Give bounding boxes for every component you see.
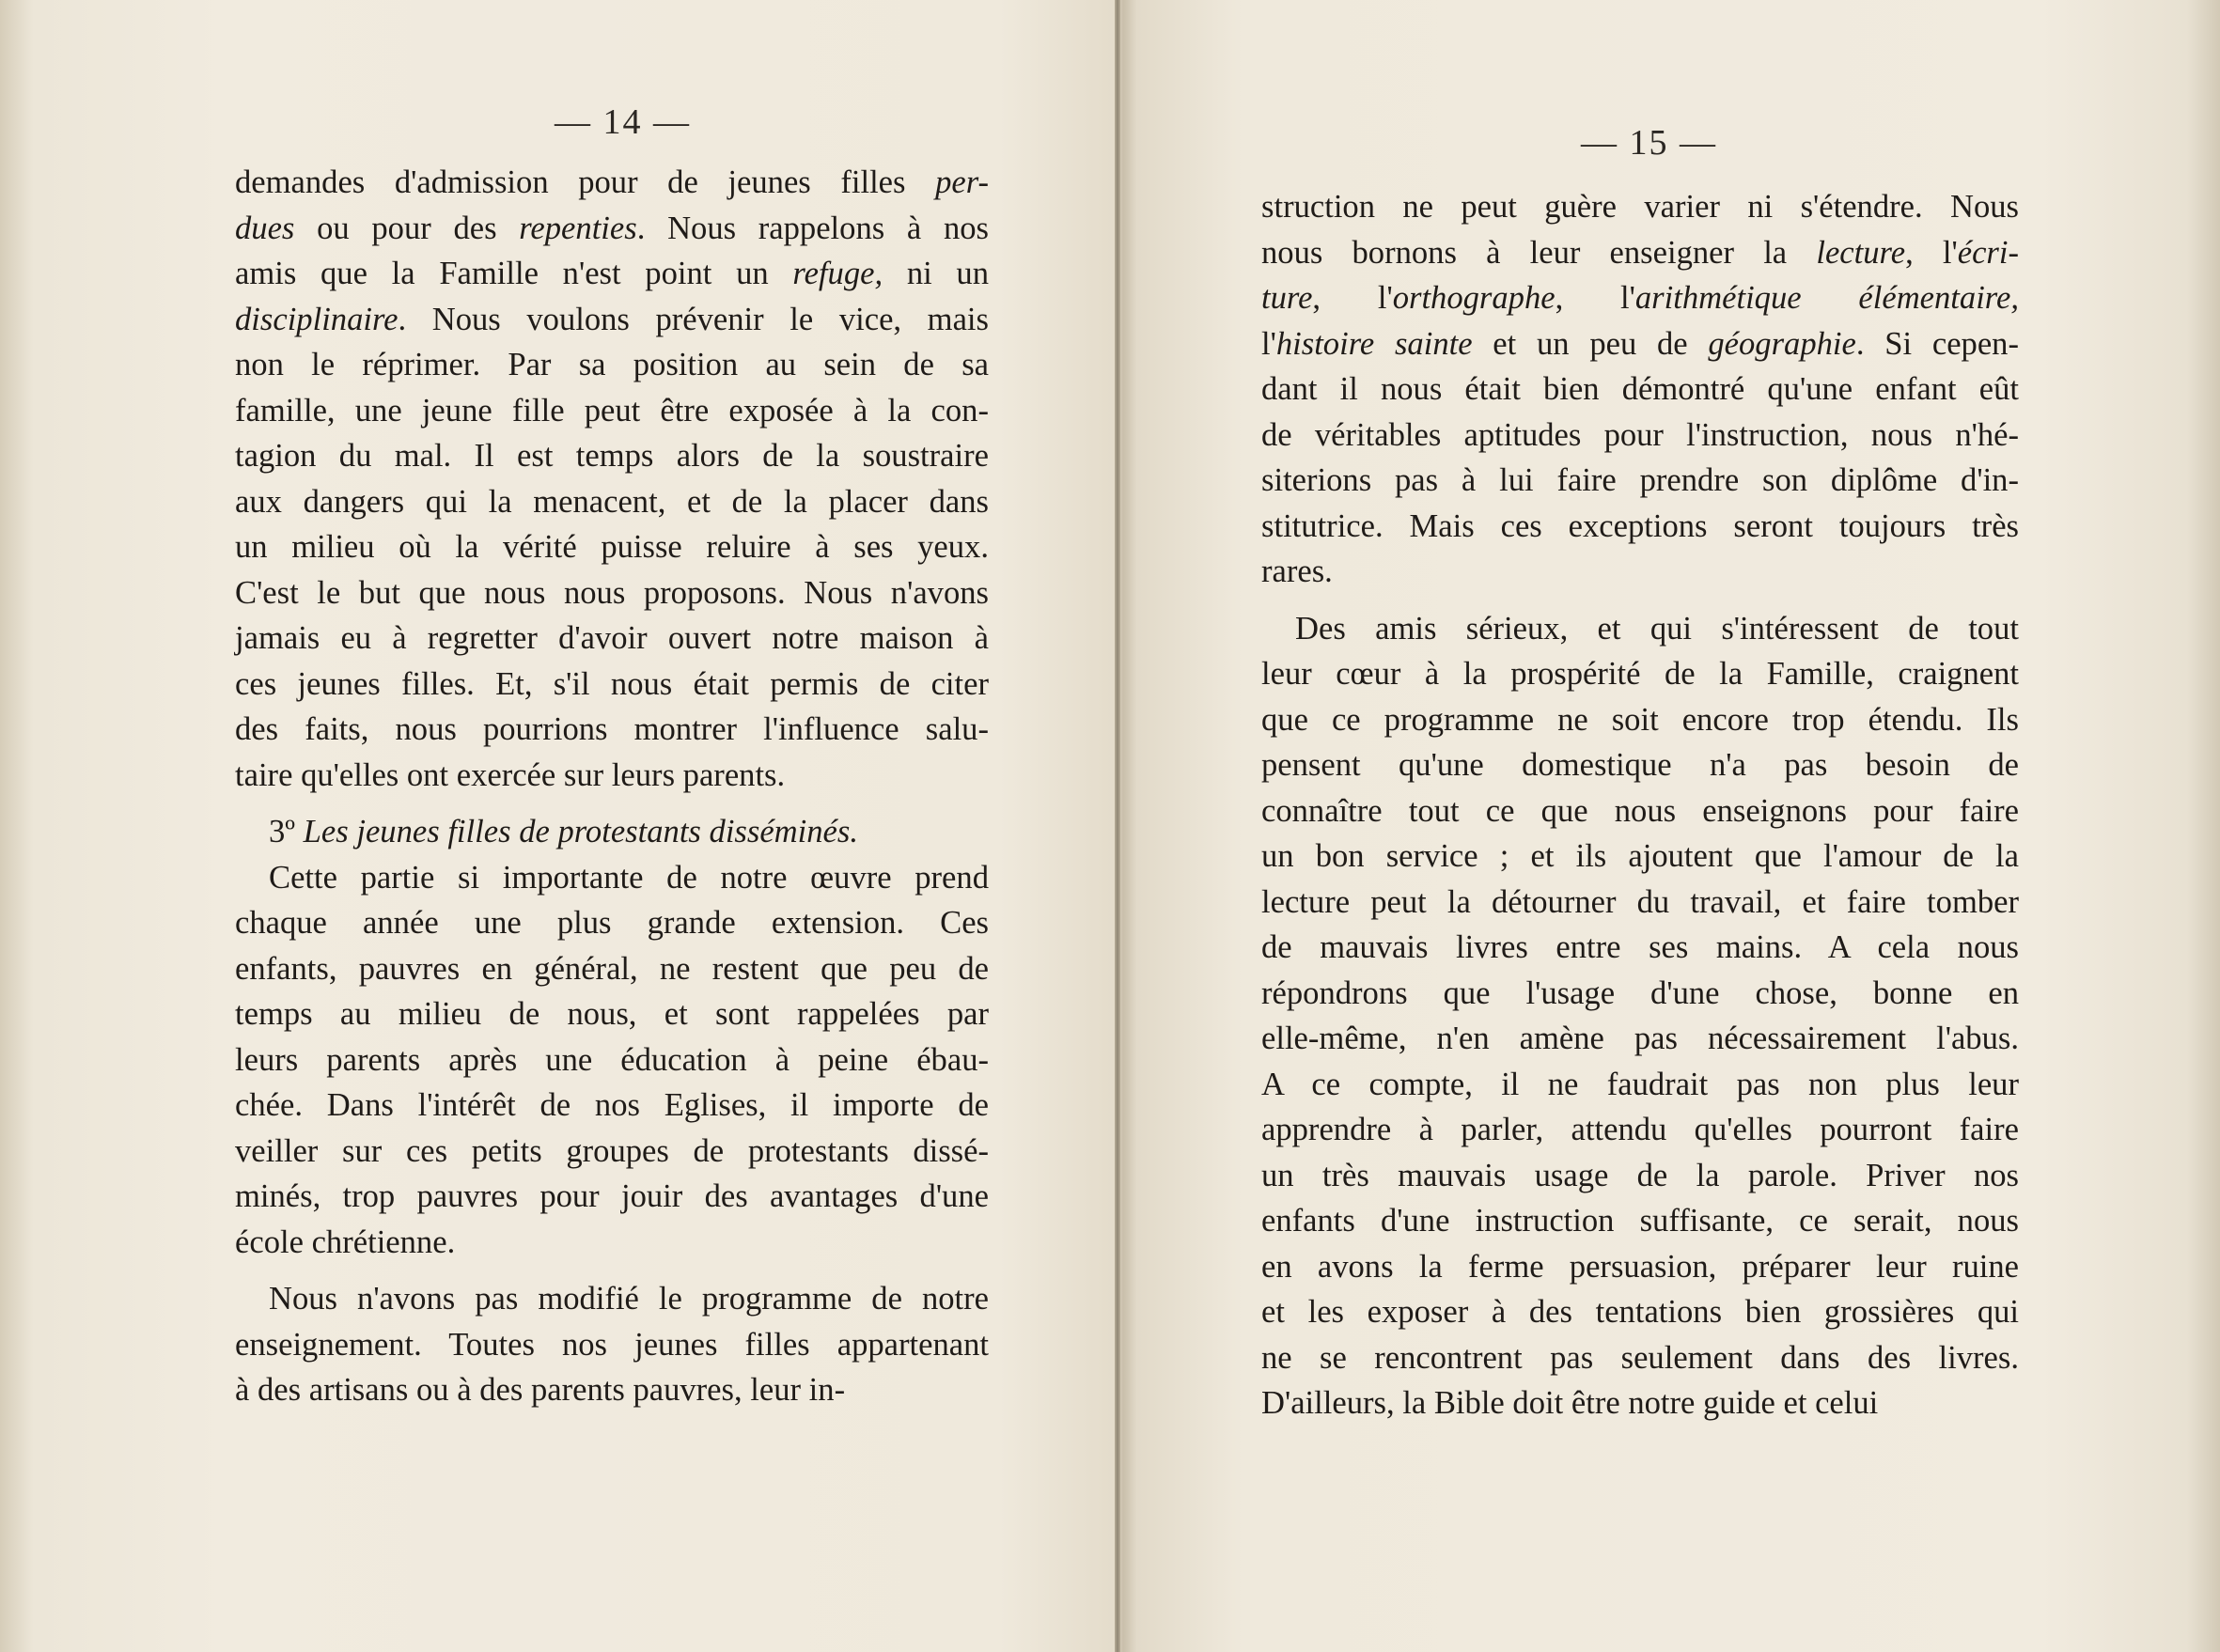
text-line: l'histoire sainte et un peu de géographie. Si cepen- — [1261, 325, 2019, 362]
text-line: taire qu'elles ont exercée sur leurs parents. — [235, 756, 786, 793]
text-line: des faits, nous pourrions montrer l'influence salu- — [235, 711, 989, 747]
text-line: siterions pas à lui faire prendre son diplôme d'in- — [1261, 462, 2019, 498]
text-line: demandes d'admission pour de jeunes filles per- — [235, 164, 989, 200]
text-line: répondrons que l'usage d'une chose, bonne en — [1261, 974, 2019, 1011]
text-line: veiller sur ces petits groupes de protestants dissé- — [235, 1132, 989, 1169]
text-line: Des amis sérieux, et qui s'intéressent de tout — [1295, 610, 2019, 647]
text-line: 3º Les jeunes filles de protestants disséminés. — [269, 814, 858, 849]
text-line: de véritables aptitudes pour l'instruction, nous n'hé- — [1261, 416, 2019, 453]
text-line: chée. Dans l'intérêt de nos Eglises, il importe de — [235, 1087, 989, 1123]
text-line: struction ne peut guère varier ni s'étendre. Nous — [1261, 189, 2019, 225]
text-line: un milieu où la vérité puisse reluire à ses yeux. — [235, 529, 989, 565]
text-line: D'ailleurs, la Bible doit être notre guide et celui — [1261, 1385, 1879, 1421]
text-line: non le réprimer. Par sa position au sein de sa — [235, 347, 989, 382]
text-line: famille, une jeune fille peut être exposée à la con- — [235, 392, 989, 429]
text-line: en avons la ferme persuasion, préparer leur ruine — [1261, 1248, 2019, 1285]
text-line: et les exposer à des tentations bien grossières qui — [1261, 1294, 2019, 1330]
text-line: aux dangers qui la menacent, et de la placer dans — [235, 483, 989, 520]
text-line: jamais eu à regretter d'avoir ouvert notre maison à — [235, 620, 989, 656]
text-line: nous bornons à leur enseigner la lecture, l'écri- — [1261, 234, 2019, 271]
text-line: ne se rencontrent pas seulement dans des livres. — [1261, 1339, 2019, 1376]
text-line: leurs parents après une éducation à peine ébau- — [235, 1041, 989, 1078]
text-line: un bon service ; et ils ajoutent que l'amour de la — [1261, 838, 2019, 874]
text-line: leur cœur à la prospérité de la Famille, craignent — [1261, 656, 2019, 692]
page-number: — 15 — — [1581, 123, 1717, 163]
text-line: connaître tout ce que nous enseignons pour faire — [1261, 792, 2019, 829]
text-line: C'est le but que nous nous proposons. Nous n'avons — [235, 574, 989, 611]
text-line: rares. — [1261, 553, 1333, 589]
text-line: enseignement. Toutes nos jeunes filles appartenant — [235, 1326, 989, 1363]
text-line: amis que la Famille n'est point un refuge, ni un — [235, 256, 990, 291]
text-line: apprendre à parler, attendu qu'elles pourront faire — [1261, 1112, 2019, 1147]
text-line: pensent qu'une domestique n'a pas besoin de — [1261, 747, 2019, 783]
text-line: stitutrice. Mais ces exceptions seront toujours très — [1261, 507, 2019, 544]
text-line: lecture peut la détourner du travail, et faire tomber — [1261, 883, 2019, 920]
text-line: Nous n'avons pas modifié le programme de notre — [269, 1281, 989, 1317]
text-line: enfants d'une instruction suffisante, ce serait, nous — [1261, 1203, 2019, 1239]
text-line: enfants, pauvres en général, ne restent que peu de — [235, 950, 989, 987]
text-line: minés, trop pauvres pour jouir des avantages d'une — [235, 1178, 989, 1214]
right-page — [1120, 0, 2220, 1652]
text-line: elle-même, n'en amène pas nécessairement l'abus. — [1261, 1021, 2019, 1056]
text-line: ture, l'orthographe, l'arithmétique élémentaire, — [1261, 280, 2019, 316]
text-line: temps au milieu de nous, et sont rappelées par — [235, 996, 989, 1032]
paragraph-gap — [1261, 595, 2019, 606]
text-line: un très mauvais usage de la parole. Priver nos — [1261, 1157, 2019, 1193]
text-line: dant il nous était bien démontré qu'une enfant eût — [1261, 371, 2019, 407]
text-line: ces jeunes filles. Et, s'il nous était permis de citer — [235, 665, 989, 702]
text-line: que ce programme ne soit encore trop étendu. Ils — [1261, 701, 2019, 738]
text-line: de mauvais livres entre ses mains. A cela nous — [1261, 929, 2019, 965]
text-line: A ce compte, il ne faudrait pas non plus leur — [1261, 1066, 2019, 1102]
page-body-text — [1261, 184, 2019, 1426]
text-line: chaque année une plus grande extension. Ces — [235, 905, 989, 941]
text-line: école chrétienne. — [235, 1223, 456, 1260]
text-line: à des artisans ou à des parents pauvres, leur in- — [235, 1372, 846, 1408]
text-line: disciplinaire. Nous voulons prévenir le vice, mais — [235, 301, 989, 337]
page-body-text — [235, 160, 989, 1413]
page-number: — 14 — — [555, 102, 691, 142]
paragraph-gap — [235, 798, 989, 809]
text-line: dues ou pour des repenties. Nous rappelons à nos — [235, 210, 989, 246]
paragraph-gap — [235, 1265, 989, 1276]
text-line: Cette partie si importante de notre œuvre prend — [269, 859, 989, 896]
text-line: tagion du mal. Il est temps alors de la soustraire — [235, 438, 989, 474]
